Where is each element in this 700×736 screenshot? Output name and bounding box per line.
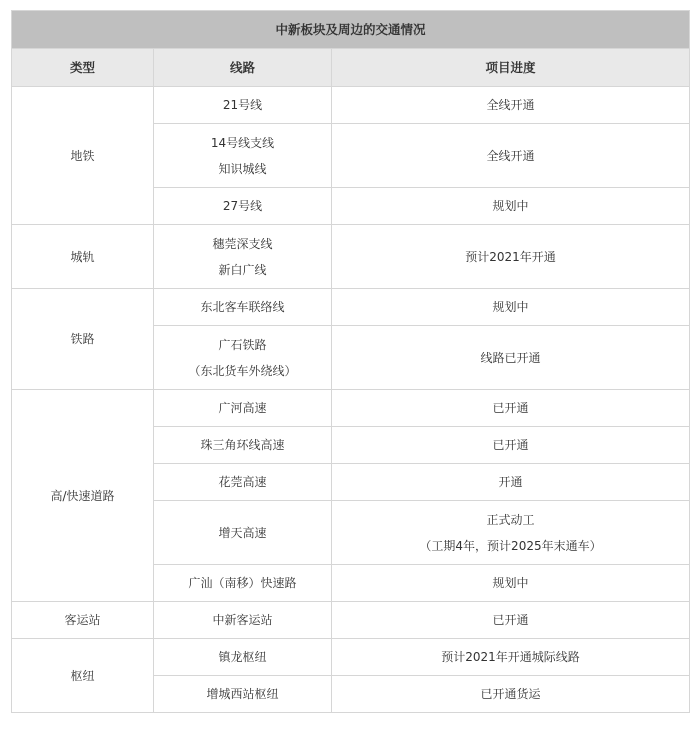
progress-text: 全线开通: [486, 98, 535, 112]
progress-cell: [332, 565, 690, 602]
line-cell: [154, 87, 332, 124]
line-cell: [154, 124, 332, 188]
table-row: [12, 87, 690, 124]
progress-cell: [332, 501, 690, 565]
progress-cell: [332, 427, 690, 464]
line-name: 花莞高速: [218, 475, 267, 489]
progress-text: 已开通: [492, 438, 529, 452]
type-cell: 枢纽: [12, 639, 154, 713]
table-row: [12, 390, 690, 427]
progress-cell: [332, 639, 690, 676]
progress-text: 线路已开通: [480, 350, 541, 365]
line-name: 14号线支线: [210, 135, 275, 150]
progress-text: 规划中: [492, 199, 529, 213]
line-cell: [154, 427, 332, 464]
column-header-progress: 项目进度: [332, 49, 690, 87]
line-cell: [154, 188, 332, 225]
line-cell: [154, 602, 332, 639]
progress-text: 规划中: [492, 300, 529, 314]
table-title: 中新板块及周边的交通情况: [12, 11, 690, 49]
line-name: 新白广线: [218, 262, 267, 277]
type-cell: 客运站: [12, 602, 154, 639]
line-cell: [154, 289, 332, 326]
progress-text: 预计2021年开通: [465, 249, 556, 264]
line-name: 镇龙枢纽: [218, 650, 267, 664]
progress-text: 已开通: [492, 613, 529, 627]
line-cell: [154, 565, 332, 602]
line-name: 知识城线: [218, 161, 267, 176]
line-cell: [154, 326, 332, 390]
progress-text: 全线开通: [486, 148, 535, 163]
column-header-line: 线路: [154, 49, 332, 87]
line-name: 穗莞深支线: [212, 236, 273, 251]
type-cell: 高/快速道路: [12, 390, 154, 602]
progress-text: 正式动工: [486, 512, 535, 527]
type-cell: 铁路: [12, 289, 154, 390]
progress-text: 预计2021年开通城际线路: [441, 650, 580, 664]
line-name: （东北货车外绕线）: [188, 363, 297, 378]
progress-text: 已开通: [492, 401, 529, 415]
progress-cell: [332, 225, 690, 289]
line-cell: [154, 390, 332, 427]
line-cell: [154, 464, 332, 501]
line-cell: [154, 676, 332, 713]
line-cell: [154, 501, 332, 565]
line-name: 中新客运站: [212, 613, 273, 627]
line-name: 增天高速: [218, 525, 267, 540]
progress-cell: [332, 124, 690, 188]
progress-cell: [332, 390, 690, 427]
progress-text: （工期4年，预计2025年末通车）: [419, 538, 602, 553]
transport-table-container: [11, 10, 689, 713]
progress-text: 规划中: [492, 576, 529, 590]
progress-text: 开通: [498, 475, 523, 489]
progress-cell: [332, 289, 690, 326]
line-name: 广河高速: [218, 401, 267, 415]
line-name: 东北客车联络线: [200, 300, 285, 314]
line-cell: [154, 639, 332, 676]
progress-cell: [332, 326, 690, 390]
type-cell: 城轨: [12, 225, 154, 289]
progress-cell: [332, 87, 690, 124]
progress-cell: [332, 676, 690, 713]
table-row: [12, 225, 690, 289]
progress-cell: [332, 602, 690, 639]
line-name: 广汕（南移）快速路: [188, 576, 297, 590]
column-header-type: 类型: [12, 49, 154, 87]
type-cell: 地铁: [12, 87, 154, 225]
transport-table: [11, 10, 690, 713]
table-header-row: [12, 49, 690, 87]
progress-cell: [332, 188, 690, 225]
table-row: [12, 602, 690, 639]
table-row: [12, 289, 690, 326]
line-name: 增城西站枢纽: [206, 687, 279, 701]
progress-cell: [332, 464, 690, 501]
table-row: [12, 639, 690, 676]
line-name: 27号线: [222, 199, 263, 213]
line-name: 21号线: [222, 98, 263, 112]
table-title-row: [12, 11, 690, 49]
line-name: 广石铁路: [218, 337, 267, 352]
line-name: 珠三角环线高速: [200, 438, 285, 452]
progress-text: 已开通货运: [480, 687, 541, 701]
line-cell: [154, 225, 332, 289]
table-body: [12, 87, 690, 713]
